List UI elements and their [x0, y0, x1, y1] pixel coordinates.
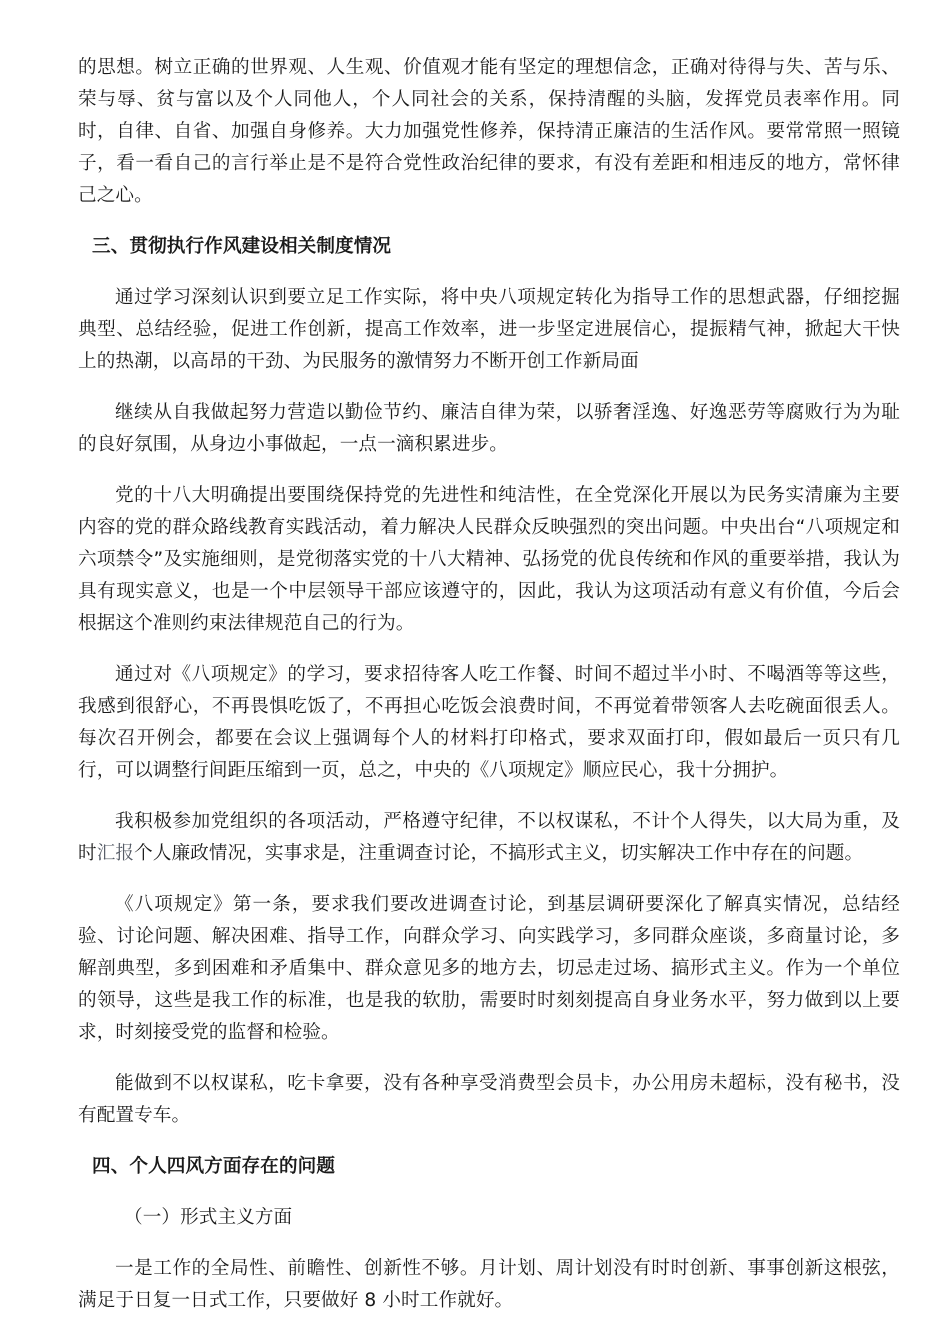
section-3-paragraph-7: 能做到不以权谋私，吃卡拿要，没有各种享受消费型会员卡，办公用房未超标，没有秘书，没有配置专车。 — [78, 1073, 900, 1126]
section-3-paragraph-4: 通过对《八项规定》的学习，要求招待客人吃工作餐、时间不超过半小时、不喝酒等等这些，我感到很舒心，不再畏惧吃饭了，不再担心吃饭会浪费时间，不再觉着带领客人去吃碗面很丢人。每次召开例会，都要在会议上强调每个人的材料打印格式，要求双面打印，假如最后一页只有几行，可以调整行间距压缩到一页，总之，中央的《八项规定》顺应民心，我十分拥护。 — [78, 664, 900, 781]
highlighted-word: 汇报 — [96, 843, 135, 864]
section-3-paragraph-6: 《八项规定》第一条，要求我们要改进调查讨论，到基层调研要深化了解真实情况，总结经验、讨论问题、解决困难、指导工作，向群众学习、向实践学习，多同群众座谈，多商量讨论，多解剖典型，多到困难和矛盾集中、群众意见多的地方去，切忌走过场、搞形式主义。作为一个单位的领导，这些是我工作的标准，也是我的软肋，需要时时刻刻提高自身业务水平，努力做到以上要求，时刻接受党的监督和检验。 — [78, 894, 900, 1043]
section-4-paragraph-1: 一是工作的全局性、前瞻性、创新性不够。月计划、周计划没有时时创新、事事创新这根弦，满足于日复一日式工作，只要做好 8 小时工作就好。 — [78, 1258, 900, 1311]
document-page — [78, 52, 900, 1336]
section-3-paragraph-1: 通过学习深刻认识到要立足工作实际，将中央八项规定转化为指导工作的思想武器，仔细挖掘典型、总结经验，促进工作创新，提高工作效率，进一步坚定进展信心，提振精气神，掀起大干快上的热潮，以高昂的干劲、为民服务的激情努力不断开创工作新局面 — [78, 287, 900, 372]
section-4-subheading-1: （一）形式主义方面 — [124, 1207, 293, 1228]
paragraph-text-start: 我积极参加党组织的各项活动，严格遵守纪律，不以权谋私，不计个人得失，以大局为重，及时 — [78, 811, 900, 864]
section-3-heading: 三、贯彻执行作风建设相关制度情况 — [92, 236, 392, 257]
paragraph-text-end: 个人廉政情况，实事求是，注重调查讨论，不搞形式主义，切实解决工作中存在的问题。 — [134, 843, 864, 864]
section-3-paragraph-2: 继续从自我做起努力营造以勤俭节约、廉洁自律为荣，以骄奢淫逸、好逸恶劳等腐败行为为耻的良好氛围，从身边小事做起，一点一滴积累进步。 — [78, 402, 900, 455]
section-3-paragraph-3: 党的十八大明确提出要围绕保持党的先进性和纯洁性，在全党深化开展以为民务实清廉为主要内容的党的群众路线教育实践活动，着力解决人民群众反映强烈的突出问题。中央出台“八项规定和六项禁令”及实施细则，是党彻落实党的十八大精神、弘扬党的优良传统和作风的重要举措，我认为具有现实意义，也是一个中层领导干部应该遵守的，因此，我认为这项活动有意义有价值，今后会根据这个准则约束法律规范自己的行为。 — [78, 485, 900, 634]
intro-paragraph: 的思想。树立正确的世界观、人生观、价值观才能有坚定的理想信念，正确对待得与失、苦与乐、荣与辱、贫与富以及个人同他人，个人同社会的关系，保持清醒的头脑，发挥党员表率作用。同时，自律、自省、加强自身修养。大力加强党性修养，保持清正廉洁的生活作风。要常常照一照镜子，看一看自己的言行举止是不是符合党性政治纪律的要求，有没有差距和相违反的地方，常怀律己之心。 — [78, 57, 900, 206]
section-3-paragraph-5 — [78, 806, 900, 870]
section-4-heading: 四、个人四风方面存在的问题 — [92, 1156, 336, 1177]
